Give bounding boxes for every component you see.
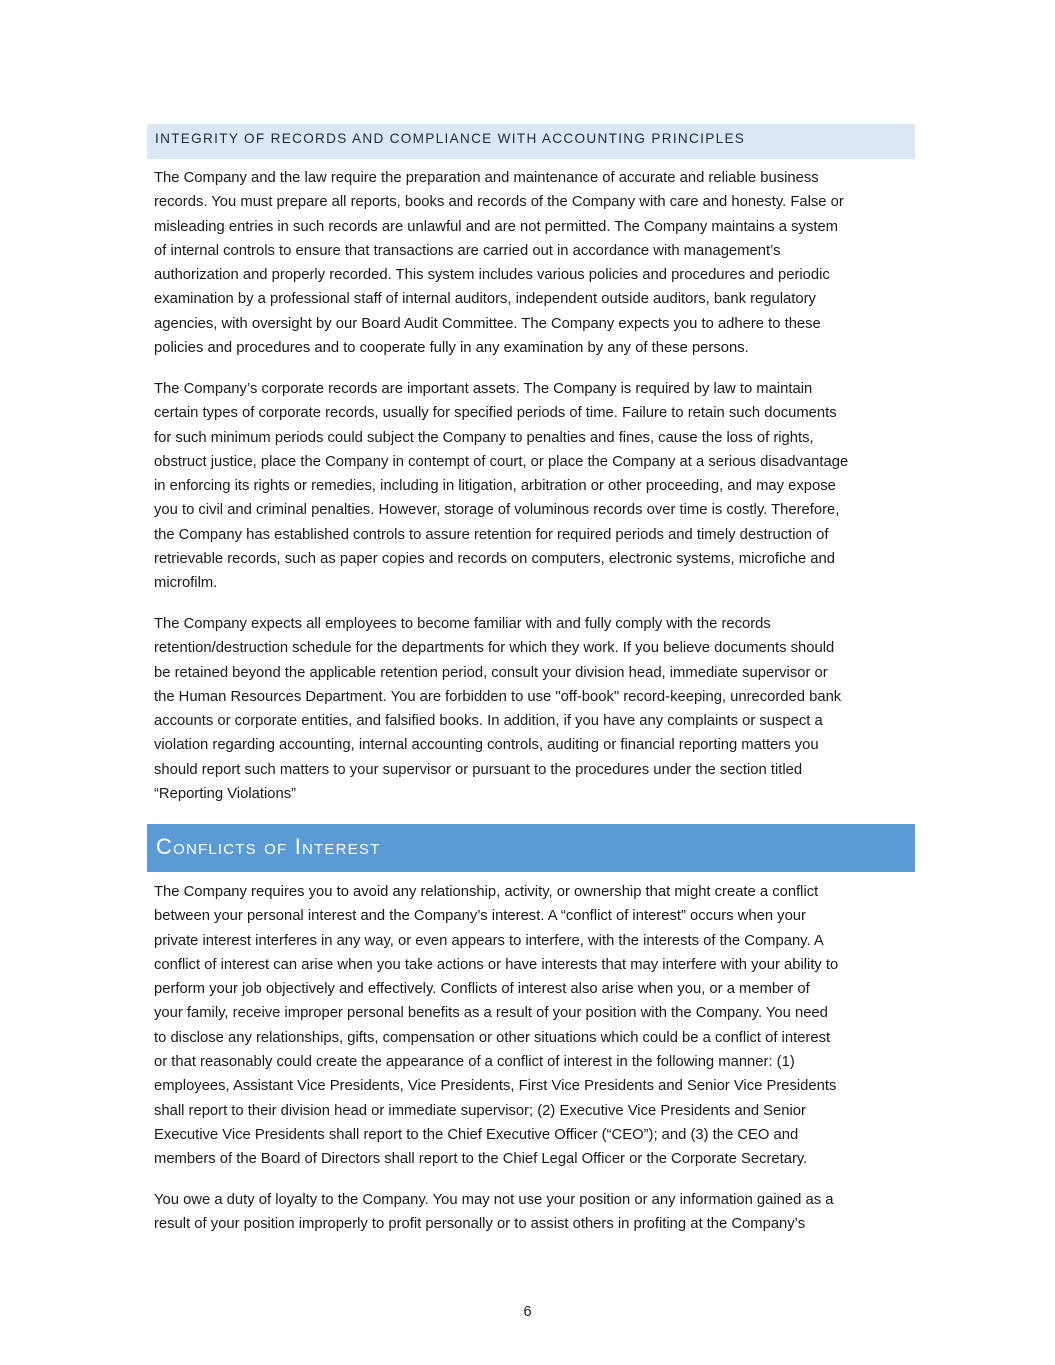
text-line: agencies, with oversight by our Board Audit Committee. The Company expects you to adhere to these	[154, 315, 821, 332]
text-line: to disclose any relationships, gifts, compensation or other situations which could be a conflict of interest	[154, 1029, 831, 1046]
text-line: The Company requires you to avoid any relationship, activity, or ownership that might create a conflict	[154, 884, 819, 900]
paragraph-duty-of-loyalty	[154, 1188, 906, 1237]
text-line: retention/destruction schedule for the departments for which they work. If you believe documents should	[154, 640, 835, 657]
text-line: Executive Vice Presidents shall report to the Chief Executive Officer (“CEO”); and (3) the CEO and	[154, 1126, 799, 1143]
text-line: The Company’s corporate records are important assets. The Company is required by law to maintain	[154, 381, 813, 397]
text-line: conflict of interest can arise when you take actions or have interests that may interfere with your ability to	[154, 956, 839, 973]
text-line: You owe a duty of loyalty to the Company. You may not use your position or any information gained as a	[154, 1192, 834, 1208]
text-line: The Company and the law require the preparation and maintenance of accurate and reliable business	[154, 170, 819, 186]
text-line: result of your position improperly to profit personally or to assist others in profiting at the Company’s	[154, 1216, 806, 1233]
text-line: members of the Board of Directors shall report to the Chief Legal Officer or the Corporate Secretary.	[154, 1151, 808, 1168]
text-line: the Company has established controls to assure retention for required periods and timely destruction of	[154, 526, 829, 543]
section-heading-integrity-of-records	[147, 124, 915, 159]
paragraph-retention-schedule	[154, 612, 906, 806]
paragraph-conflict-definition	[154, 880, 906, 1172]
text-line: between your personal interest and the Company’s interest. A “conflict of interest” occurs when your	[154, 908, 806, 925]
text-line: for such minimum periods could subject the Company to penalties and fines, cause the loss of rights,	[154, 429, 814, 446]
text-line: perform your job objectively and effectively. Conflicts of interest also arise when you, or a member of	[154, 981, 810, 998]
text-line: your family, receive improper personal benefits as a result of your position with the Company. You need	[154, 1005, 828, 1022]
section-heading-conflicts-of-interest	[147, 824, 915, 872]
text-line: the Human Resources Department. You are forbidden to use "off-book" record-keeping, unrecorded bank	[154, 688, 842, 705]
text-line: microfilm.	[154, 575, 218, 592]
section-heading-text: INTEGRITY OF RECORDS AND COMPLIANCE WITH ACCOUNTING PRINCIPLES	[155, 131, 746, 146]
text-line: The Company expects all employees to become familiar with and fully comply with the records	[154, 616, 771, 632]
text-line: certain types of corporate records, usually for specified periods of time. Failure to retain such documents	[154, 405, 837, 422]
text-line: should report such matters to your supervisor or pursuant to the procedures under the section titled	[154, 761, 803, 778]
text-line: accounts or corporate entities, and falsified books. In addition, if you have any complaints or suspect a	[154, 713, 823, 730]
text-line: in enforcing its rights or remedies, including in litigation, arbitration or other proceeding, and may expose	[154, 478, 836, 495]
text-line: obstruct justice, place the Company in contempt of court, or place the Company at a serious disadvantage	[154, 453, 849, 470]
text-line: examination by a professional staff of internal auditors, independent outside auditors, bank regulatory	[154, 291, 816, 308]
text-line: authorization and properly recorded. This system includes various policies and procedures and periodic	[154, 267, 830, 284]
page-number: 6	[523, 1304, 532, 1320]
text-line: you to civil and criminal penalties. However, storage of voluminous records over time is costly. Therefore,	[154, 502, 840, 519]
text-line: “Reporting Violations”	[154, 786, 297, 803]
text-line: employees, Assistant Vice Presidents, Vice Presidents, First Vice Presidents and Senior Vice Presidents	[154, 1078, 837, 1095]
paragraph-records-accuracy	[154, 166, 906, 360]
text-line: or that reasonably could create the appearance of a conflict of interest in the following manner: (1)	[154, 1054, 795, 1071]
text-line: records. You must prepare all reports, books and records of the Company with care and honesty. False or	[154, 194, 844, 211]
text-line: violation regarding accounting, internal accounting controls, auditing or financial reporting matters you	[154, 737, 819, 754]
text-line: shall report to their division head or immediate supervisor; (2) Executive Vice Presidents and Senior	[154, 1102, 806, 1119]
text-line: misleading entries in such records are unlawful and are not permitted. The Company maintains a system	[154, 218, 839, 235]
text-line: of internal controls to ensure that transactions are carried out in accordance with management’s	[154, 242, 781, 259]
text-line: be retained beyond the applicable retention period, consult your division head, immediate supervisor or	[154, 664, 828, 681]
text-line: private interest interferes in any way, or even appears to interfere, with the interests of the Company. A	[154, 932, 824, 949]
text-line: policies and procedures and to cooperate fully in any examination by any of these persons.	[154, 340, 749, 357]
paragraph-corporate-records-retention	[154, 377, 906, 596]
section-heading-text: Conflicts of Interest	[156, 834, 381, 859]
text-line: retrievable records, such as paper copies and records on computers, electronic systems, microfiche and	[154, 551, 835, 568]
